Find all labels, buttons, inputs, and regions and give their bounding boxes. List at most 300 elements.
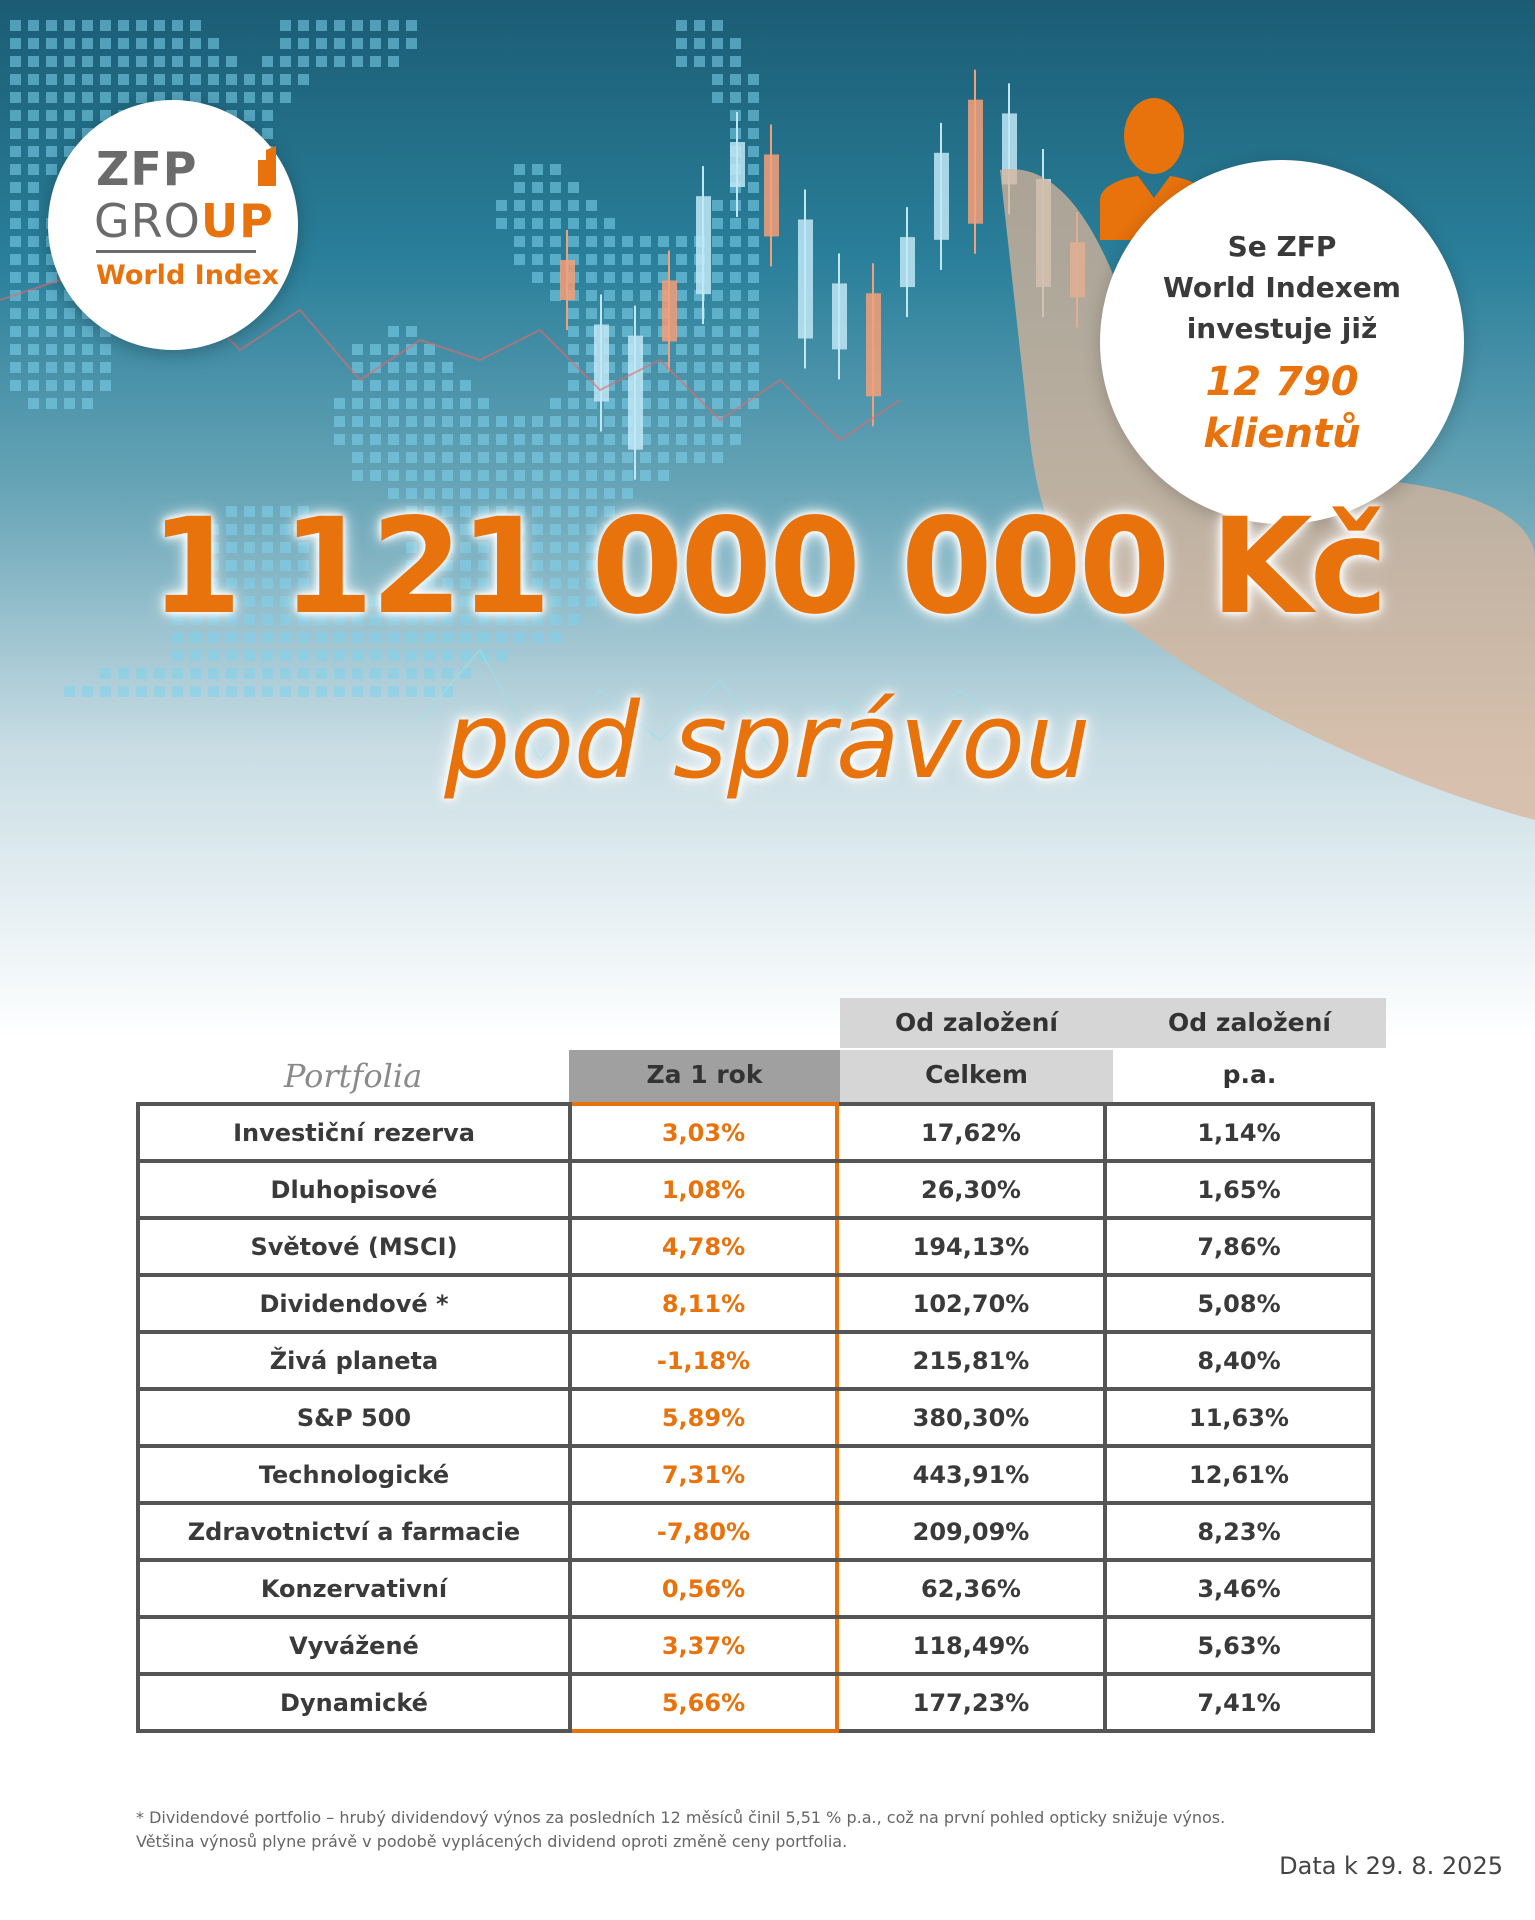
map-dot bbox=[514, 470, 525, 481]
return-pa: 5,63% bbox=[1105, 1617, 1373, 1674]
map-dot bbox=[676, 398, 687, 409]
map-dot bbox=[10, 344, 21, 355]
map-dot bbox=[262, 92, 273, 103]
table-row bbox=[138, 1674, 1373, 1731]
map-dot bbox=[568, 434, 579, 445]
map-dot bbox=[406, 398, 417, 409]
map-dot bbox=[298, 668, 309, 679]
map-dot bbox=[424, 344, 435, 355]
map-dot bbox=[730, 56, 741, 67]
portfolia-header: Portfolia bbox=[283, 1057, 423, 1095]
map-dot bbox=[406, 380, 417, 391]
return-1y: -7,80% bbox=[570, 1503, 837, 1560]
candle-body bbox=[934, 153, 949, 240]
map-dot bbox=[262, 74, 273, 85]
map-dot bbox=[28, 56, 39, 67]
map-dot bbox=[658, 344, 669, 355]
map-dot bbox=[622, 326, 633, 337]
map-dot bbox=[10, 272, 21, 283]
map-dot bbox=[388, 470, 399, 481]
map-dot bbox=[748, 236, 759, 247]
map-dot bbox=[208, 668, 219, 679]
map-dot bbox=[388, 416, 399, 427]
map-dot bbox=[370, 398, 381, 409]
map-dot bbox=[532, 254, 543, 265]
map-dot bbox=[730, 200, 741, 211]
map-dot bbox=[244, 668, 255, 679]
map-dot bbox=[550, 182, 561, 193]
map-dot bbox=[676, 344, 687, 355]
return-total: 177,23% bbox=[837, 1674, 1105, 1731]
map-dot bbox=[640, 326, 651, 337]
map-dot bbox=[730, 362, 741, 373]
map-dot bbox=[604, 434, 615, 445]
map-dot bbox=[208, 74, 219, 85]
map-dot bbox=[244, 650, 255, 661]
map-dot bbox=[190, 38, 201, 49]
map-dot bbox=[118, 668, 129, 679]
map-dot bbox=[460, 470, 471, 481]
map-dot bbox=[514, 200, 525, 211]
map-dot bbox=[370, 452, 381, 463]
map-dot bbox=[334, 38, 345, 49]
map-dot bbox=[406, 326, 417, 337]
portfolio-name: Technologické bbox=[138, 1446, 570, 1503]
map-dot bbox=[64, 326, 75, 337]
map-dot bbox=[406, 38, 417, 49]
map-dot bbox=[298, 74, 309, 85]
map-dot bbox=[712, 308, 723, 319]
map-dot bbox=[226, 668, 237, 679]
map-dot bbox=[244, 92, 255, 103]
map-dot bbox=[550, 416, 561, 427]
map-dot bbox=[550, 398, 561, 409]
map-dot bbox=[568, 326, 579, 337]
map-dot bbox=[730, 128, 741, 139]
map-dot bbox=[712, 362, 723, 373]
map-dot bbox=[586, 254, 597, 265]
map-dot bbox=[514, 164, 525, 175]
map-dot bbox=[64, 110, 75, 121]
map-dot bbox=[460, 416, 471, 427]
map-dot bbox=[676, 236, 687, 247]
map-dot bbox=[676, 272, 687, 283]
header-1y: Za 1 rok bbox=[569, 1050, 840, 1102]
map-dot bbox=[748, 92, 759, 103]
map-dot bbox=[676, 308, 687, 319]
map-dot bbox=[640, 290, 651, 301]
map-dot bbox=[586, 218, 597, 229]
map-dot bbox=[730, 434, 741, 445]
table-row bbox=[138, 1503, 1373, 1560]
map-dot bbox=[496, 416, 507, 427]
building-icon bbox=[256, 146, 278, 186]
map-dot bbox=[28, 146, 39, 157]
map-dot bbox=[676, 452, 687, 463]
map-dot bbox=[730, 272, 741, 283]
candle-body bbox=[628, 336, 643, 450]
map-dot bbox=[406, 650, 417, 661]
map-dot bbox=[748, 326, 759, 337]
map-dot bbox=[334, 416, 345, 427]
map-dot bbox=[550, 434, 561, 445]
map-dot bbox=[568, 380, 579, 391]
map-dot bbox=[28, 362, 39, 373]
map-dot bbox=[334, 56, 345, 67]
map-dot bbox=[550, 290, 561, 301]
map-dot bbox=[748, 290, 759, 301]
return-pa: 12,61% bbox=[1105, 1446, 1373, 1503]
map-dot bbox=[370, 668, 381, 679]
map-dot bbox=[514, 434, 525, 445]
map-dot bbox=[460, 452, 471, 463]
map-dot bbox=[694, 326, 705, 337]
map-dot bbox=[604, 254, 615, 265]
map-dot bbox=[208, 38, 219, 49]
map-dot bbox=[226, 650, 237, 661]
map-dot bbox=[658, 254, 669, 265]
return-pa: 8,40% bbox=[1105, 1332, 1373, 1389]
map-dot bbox=[730, 326, 741, 337]
map-dot bbox=[100, 344, 111, 355]
map-dot bbox=[532, 164, 543, 175]
map-dot bbox=[154, 668, 165, 679]
return-1y: 0,56% bbox=[570, 1560, 837, 1617]
header-pa: p.a. bbox=[1113, 1050, 1386, 1102]
zfp-logo[interactable] bbox=[48, 100, 298, 350]
map-dot bbox=[82, 380, 93, 391]
map-dot bbox=[712, 380, 723, 391]
map-dot bbox=[280, 92, 291, 103]
map-dot bbox=[46, 56, 57, 67]
map-dot bbox=[82, 110, 93, 121]
map-dot bbox=[118, 56, 129, 67]
map-dot bbox=[334, 20, 345, 31]
map-dot bbox=[100, 668, 111, 679]
map-dot bbox=[442, 452, 453, 463]
map-dot bbox=[460, 434, 471, 445]
map-dot bbox=[10, 254, 21, 265]
map-dot bbox=[586, 236, 597, 247]
map-dot bbox=[712, 272, 723, 283]
map-dot bbox=[478, 470, 489, 481]
return-total: 17,62% bbox=[837, 1104, 1105, 1161]
map-dot bbox=[622, 470, 633, 481]
map-dot bbox=[586, 290, 597, 301]
map-dot bbox=[388, 362, 399, 373]
map-dot bbox=[586, 452, 597, 463]
map-dot bbox=[388, 20, 399, 31]
logo-group: GROUP bbox=[94, 194, 274, 248]
map-dot bbox=[190, 20, 201, 31]
map-dot bbox=[28, 236, 39, 247]
map-dot bbox=[496, 200, 507, 211]
map-dot bbox=[208, 92, 219, 103]
map-dot bbox=[28, 182, 39, 193]
map-dot bbox=[46, 128, 57, 139]
map-dot bbox=[46, 110, 57, 121]
map-dot bbox=[64, 398, 75, 409]
map-dot bbox=[514, 452, 525, 463]
logo-zfp: ZFP bbox=[96, 142, 198, 196]
map-dot bbox=[388, 380, 399, 391]
map-dot bbox=[46, 74, 57, 85]
map-dot bbox=[460, 668, 471, 679]
map-dot bbox=[478, 416, 489, 427]
map-dot bbox=[586, 470, 597, 481]
map-dot bbox=[424, 434, 435, 445]
map-dot bbox=[100, 74, 111, 85]
map-dot bbox=[730, 110, 741, 121]
map-dot bbox=[28, 38, 39, 49]
map-dot bbox=[460, 650, 471, 661]
portfolio-name: Dividendové * bbox=[138, 1275, 570, 1332]
map-dot bbox=[280, 650, 291, 661]
map-dot bbox=[370, 38, 381, 49]
map-dot bbox=[748, 182, 759, 193]
map-dot bbox=[730, 416, 741, 427]
map-dot bbox=[28, 20, 39, 31]
map-dot bbox=[334, 398, 345, 409]
map-dot bbox=[28, 326, 39, 337]
map-dot bbox=[352, 650, 363, 661]
map-dot bbox=[676, 56, 687, 67]
map-dot bbox=[298, 56, 309, 67]
map-dot bbox=[352, 416, 363, 427]
map-dot bbox=[352, 20, 363, 31]
table-row bbox=[138, 1275, 1373, 1332]
map-dot bbox=[694, 416, 705, 427]
map-dot bbox=[550, 452, 561, 463]
return-total: 26,30% bbox=[837, 1161, 1105, 1218]
map-dot bbox=[442, 362, 453, 373]
map-dot bbox=[532, 200, 543, 211]
portfolio-name: Konzervativní bbox=[138, 1560, 570, 1617]
map-dot bbox=[676, 416, 687, 427]
map-dot bbox=[442, 416, 453, 427]
map-dot bbox=[298, 650, 309, 661]
map-dot bbox=[64, 128, 75, 139]
portfolio-table bbox=[136, 1102, 1375, 1733]
map-dot bbox=[280, 20, 291, 31]
map-dot bbox=[370, 650, 381, 661]
map-dot bbox=[406, 416, 417, 427]
map-dot bbox=[316, 56, 327, 67]
map-dot bbox=[712, 452, 723, 463]
map-dot bbox=[568, 416, 579, 427]
map-dot bbox=[82, 92, 93, 103]
map-dot bbox=[352, 452, 363, 463]
map-dot bbox=[712, 56, 723, 67]
map-dot bbox=[352, 38, 363, 49]
map-dot bbox=[82, 56, 93, 67]
map-dot bbox=[442, 668, 453, 679]
map-dot bbox=[406, 434, 417, 445]
map-dot bbox=[586, 308, 597, 319]
map-dot bbox=[10, 146, 21, 157]
map-dot bbox=[406, 668, 417, 679]
map-dot bbox=[568, 470, 579, 481]
map-dot bbox=[604, 416, 615, 427]
map-dot bbox=[64, 344, 75, 355]
map-dot bbox=[352, 398, 363, 409]
map-dot bbox=[100, 380, 111, 391]
map-dot bbox=[28, 308, 39, 319]
return-pa: 7,86% bbox=[1105, 1218, 1373, 1275]
map-dot bbox=[46, 362, 57, 373]
map-dot bbox=[658, 416, 669, 427]
map-dot bbox=[694, 344, 705, 355]
map-dot bbox=[622, 236, 633, 247]
map-dot bbox=[172, 20, 183, 31]
map-dot bbox=[154, 20, 165, 31]
map-dot bbox=[352, 434, 363, 445]
map-dot bbox=[712, 20, 723, 31]
map-dot bbox=[550, 254, 561, 265]
map-dot bbox=[478, 398, 489, 409]
map-dot bbox=[604, 236, 615, 247]
map-dot bbox=[136, 56, 147, 67]
map-dot bbox=[748, 74, 759, 85]
map-dot bbox=[10, 326, 21, 337]
map-dot bbox=[622, 272, 633, 283]
map-dot bbox=[64, 308, 75, 319]
map-dot bbox=[496, 452, 507, 463]
map-dot bbox=[82, 74, 93, 85]
assets-subheadline: pod správou bbox=[444, 680, 1091, 802]
map-dot bbox=[244, 110, 255, 121]
map-dot bbox=[334, 434, 345, 445]
map-dot bbox=[370, 344, 381, 355]
map-dot bbox=[10, 362, 21, 373]
map-dot bbox=[280, 56, 291, 67]
map-dot bbox=[514, 254, 525, 265]
map-dot bbox=[622, 290, 633, 301]
map-dot bbox=[64, 380, 75, 391]
map-dot bbox=[694, 20, 705, 31]
map-dot bbox=[82, 398, 93, 409]
map-dot bbox=[568, 398, 579, 409]
map-dot bbox=[64, 20, 75, 31]
map-dot bbox=[262, 56, 273, 67]
map-dot bbox=[550, 470, 561, 481]
map-dot bbox=[550, 272, 561, 283]
map-dot bbox=[370, 470, 381, 481]
return-1y: 5,66% bbox=[570, 1674, 837, 1731]
map-dot bbox=[658, 236, 669, 247]
map-dot bbox=[532, 470, 543, 481]
header-total-top: Od založení bbox=[840, 998, 1113, 1048]
map-dot bbox=[622, 452, 633, 463]
candle-body bbox=[798, 220, 813, 339]
map-dot bbox=[568, 308, 579, 319]
map-dot bbox=[388, 650, 399, 661]
map-dot bbox=[424, 362, 435, 373]
map-dot bbox=[190, 650, 201, 661]
map-dot bbox=[172, 74, 183, 85]
map-dot bbox=[28, 398, 39, 409]
table-row bbox=[138, 1389, 1373, 1446]
map-dot bbox=[712, 218, 723, 229]
map-dot bbox=[388, 56, 399, 67]
map-dot bbox=[316, 38, 327, 49]
map-dot bbox=[442, 650, 453, 661]
map-dot bbox=[226, 92, 237, 103]
map-dot bbox=[334, 668, 345, 679]
map-dot bbox=[28, 272, 39, 283]
map-dot bbox=[10, 74, 21, 85]
map-dot bbox=[712, 200, 723, 211]
map-dot bbox=[550, 236, 561, 247]
map-dot bbox=[136, 38, 147, 49]
map-dot bbox=[46, 92, 57, 103]
map-dot bbox=[730, 236, 741, 247]
map-dot bbox=[136, 20, 147, 31]
map-dot bbox=[370, 434, 381, 445]
map-dot bbox=[28, 380, 39, 391]
map-dot bbox=[658, 380, 669, 391]
map-dot bbox=[532, 452, 543, 463]
map-dot bbox=[748, 218, 759, 229]
return-pa: 3,46% bbox=[1105, 1560, 1373, 1617]
map-dot bbox=[640, 452, 651, 463]
map-dot bbox=[136, 92, 147, 103]
map-dot bbox=[568, 218, 579, 229]
map-dot bbox=[442, 380, 453, 391]
map-dot bbox=[46, 398, 57, 409]
map-dot bbox=[10, 110, 21, 121]
return-1y: -1,18% bbox=[570, 1332, 837, 1389]
map-dot bbox=[532, 416, 543, 427]
map-dot bbox=[478, 452, 489, 463]
map-dot bbox=[748, 308, 759, 319]
map-dot bbox=[496, 434, 507, 445]
map-dot bbox=[604, 470, 615, 481]
header-pa-top: Od založení bbox=[1113, 998, 1386, 1048]
map-dot bbox=[604, 272, 615, 283]
candle-body bbox=[866, 293, 881, 396]
map-dot bbox=[424, 398, 435, 409]
map-dot bbox=[676, 254, 687, 265]
map-dot bbox=[730, 218, 741, 229]
map-dot bbox=[424, 380, 435, 391]
return-1y: 1,08% bbox=[570, 1161, 837, 1218]
map-dot bbox=[28, 74, 39, 85]
map-dot bbox=[694, 380, 705, 391]
return-total: 215,81% bbox=[837, 1332, 1105, 1389]
map-dot bbox=[28, 128, 39, 139]
map-dot bbox=[208, 650, 219, 661]
map-dot bbox=[730, 38, 741, 49]
map-dot bbox=[370, 416, 381, 427]
map-dot bbox=[748, 380, 759, 391]
map-dot bbox=[244, 74, 255, 85]
table-row bbox=[138, 1161, 1373, 1218]
map-dot bbox=[748, 110, 759, 121]
map-dot bbox=[712, 38, 723, 49]
map-dot bbox=[118, 74, 129, 85]
map-dot bbox=[550, 164, 561, 175]
footnote: * Dividendové portfolio – hrubý dividendový výnos za posledních 12 měsíců činil 5,51 % p.a., což na první pohled opticky snižuje výnos. Většina výnosů plyne právě v podobě vyplácených dividend oproti změně ceny portfolia. bbox=[136, 1808, 1226, 1851]
map-dot bbox=[46, 380, 57, 391]
map-dot bbox=[442, 398, 453, 409]
map-dot bbox=[532, 218, 543, 229]
map-dot bbox=[316, 668, 327, 679]
candle-body bbox=[900, 237, 915, 287]
return-total: 62,36% bbox=[837, 1560, 1105, 1617]
return-pa: 8,23% bbox=[1105, 1503, 1373, 1560]
map-dot bbox=[712, 236, 723, 247]
